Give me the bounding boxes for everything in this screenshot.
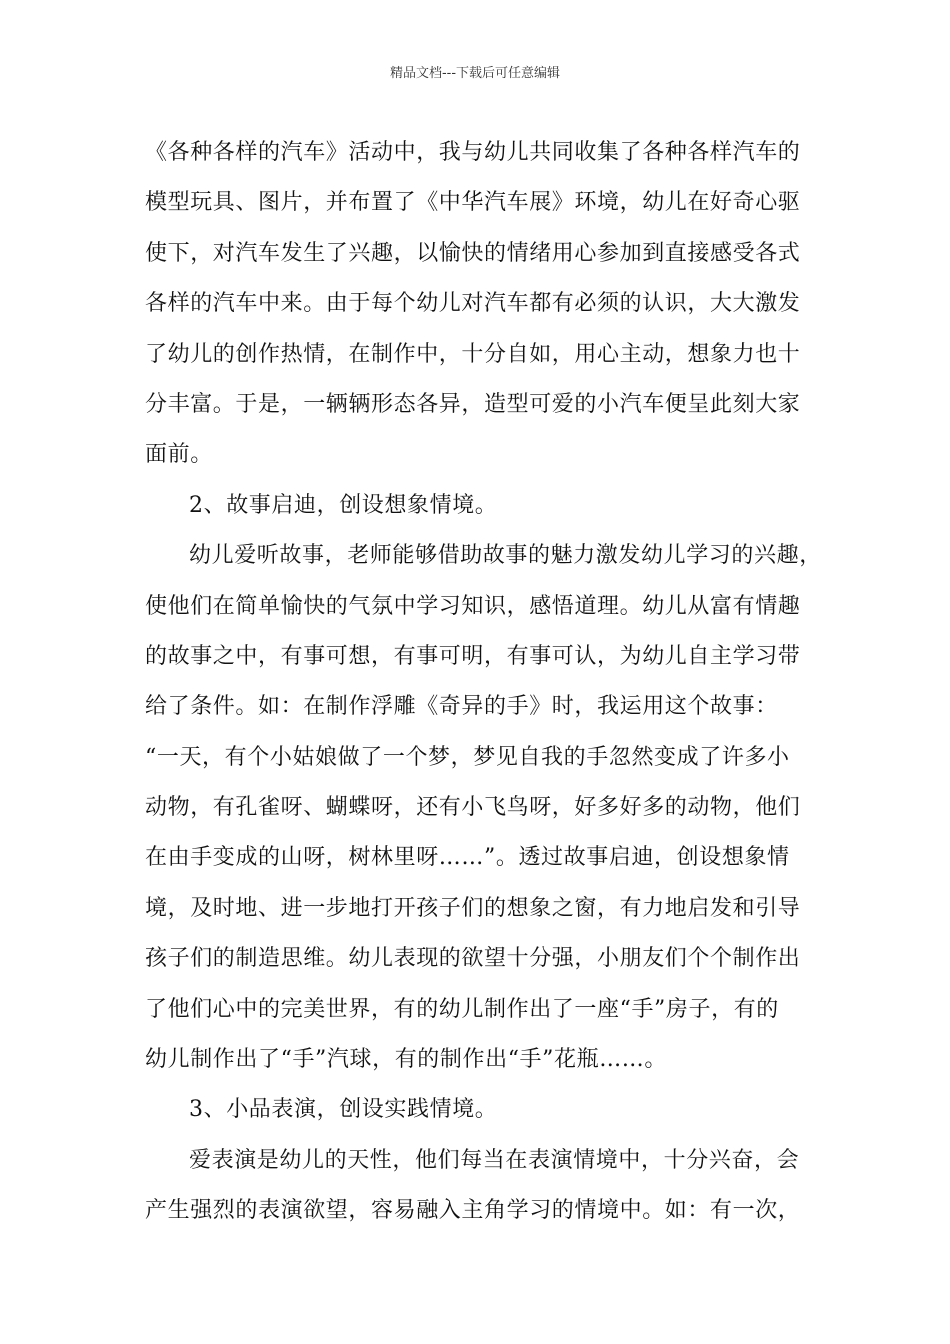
text-line: 动物，有孔雀呀、蝴蝶呀，还有小飞鸟呀，好多好多的动物，他们 [145, 795, 801, 821]
text-line: 使下，对汽车发生了兴趣，以愉快的情绪用心参加到直接感受各式 [145, 240, 801, 266]
text-line: 了他们心中的完美世界，有的幼儿制作出了一座“手”房子，有的 [145, 996, 779, 1022]
text-line: “一天，有个小姑娘做了一个梦，梦见自我的手忽然变成了许多小 [145, 744, 790, 770]
text-line: 孩子们的制造思维。幼儿表现的欲望十分强，小朋友们个个制作出 [145, 946, 801, 972]
section-heading: 3、小品表演，创设实践情境。 [189, 1097, 498, 1123]
text-line: 爱表演是幼儿的天性，他们每当在表演情境中，十分兴奋，会 [189, 1147, 800, 1173]
text-line: 在由手变成的山呀，树林里呀……”。透过故事启迪，创设想象情 [145, 845, 790, 871]
text-line: 给了条件。如：在制作浮雕《奇异的手》时，我运用这个故事： [145, 694, 778, 720]
text-line: 模型玩具、图片，并布置了《中华汽车展》环境，幼儿在好奇心驱 [145, 190, 801, 216]
page-header: 精品文档---下载后可任意编辑 [389, 66, 561, 81]
text-line: 分丰富。于是，一辆辆形态各异，造型可爱的小汽车便呈此刻大家 [145, 391, 801, 417]
document-body [145, 128, 822, 1237]
text-line: 了幼儿的创作热情，在制作中，十分自如，用心主动，想象力也十 [145, 341, 801, 367]
text-line: 境，及时地、进一步地打开孩子们的想象之窗，有力地启发和引导 [145, 895, 801, 921]
text-line: 产生强烈的表演欲望，容易融入主角学习的情境中。如：有一次， [145, 1198, 801, 1224]
text-line: 的故事之中，有事可想，有事可明，有事可认，为幼儿自主学习带 [145, 643, 801, 669]
text-line: 面前。 [145, 442, 213, 468]
text-line: 幼儿爱听故事，老师能够借助故事的魅力激发幼儿学习的兴趣， [189, 543, 822, 569]
section-heading: 2、故事启迪，创设想象情境。 [189, 492, 498, 518]
text-line: 《各种各样的汽车》活动中，我与幼儿共同收集了各种各样汽车的 [145, 140, 801, 165]
text-line: 各样的汽车中来。由于每个幼儿对汽车都有必须的认识，大大激发 [145, 291, 801, 317]
text-line: 幼儿制作出了“手”汽球，有的制作出“手”花瓶……。 [145, 1047, 667, 1073]
text-line: 使他们在简单愉快的气氛中学习知识，感悟道理。幼儿从富有情趣 [145, 593, 801, 619]
